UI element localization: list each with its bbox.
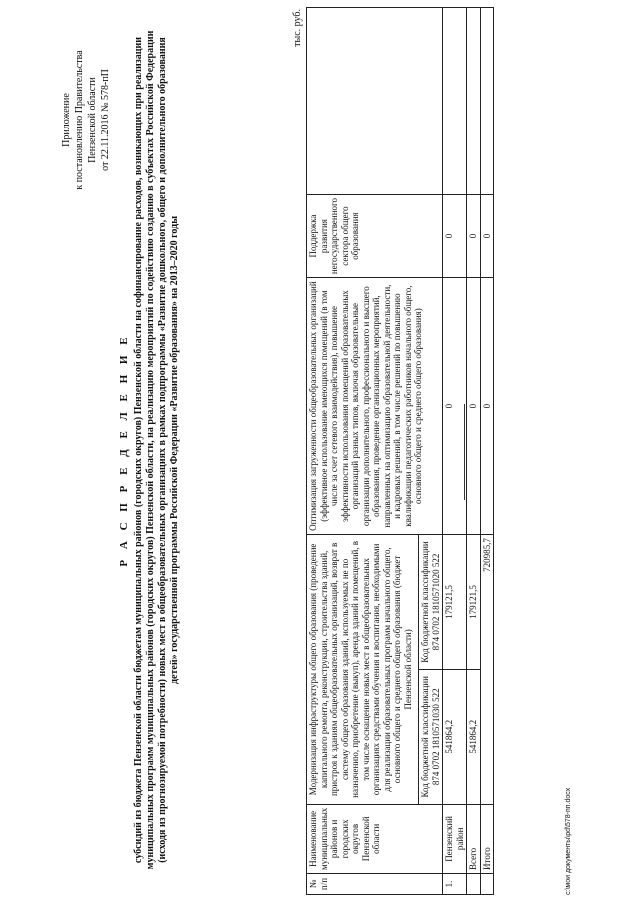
document-heading <box>118 5 181 895</box>
row-grand-total-value: 720985,7 <box>480 535 494 805</box>
header-optimization: Оптимизация загруженности общеобразовательных организаций (эффективное использование имеющихся помещений (в том числе за счет сетевого взаимодействия), повышение эффективности использования помещений образовательных организаций разных типов, включая образовательные организации дополнительного, профессионального и высшего образования, проведение организационных мероприятий, направленных на оптимизацию образовательной деятельности, и кадровых решений, в том числе решений по повышению квалификации педагогических работников начального общего, основного общего и среднего общего образования) <box>307 278 443 535</box>
distribution-table <box>306 7 494 895</box>
appendix-line: Пензенской области <box>87 77 98 163</box>
appendix-line: к постановлению Правительства <box>74 50 85 190</box>
row-number <box>480 874 494 895</box>
row-value-kbk2: 179121,5 <box>467 535 481 670</box>
row-number <box>467 874 481 895</box>
row-support: 0 <box>467 195 481 278</box>
appendix-line: от 22.11.2016 № 578-пП <box>100 69 111 171</box>
header-kbk-1: Код бюджетной классификации 874 0702 1810571030 522 <box>419 669 443 804</box>
row-value-kbk2: 179121,5 <box>443 535 467 670</box>
header-support: Поддержка развития негосударственного сектора общего образования <box>307 195 443 278</box>
header-empty <box>307 8 443 195</box>
appendix-line: Приложение <box>61 93 72 147</box>
end-line-divider <box>464 404 465 500</box>
row-grand-total-label: Итого <box>480 804 494 873</box>
row-optimization: 0 <box>480 278 494 535</box>
document-subtitle: субсидий из бюджета Пензенской области бюджетам муниципальных районов (городских округов) Пензенской области на софинансирование расходов, возникающих при реализации муниципальных программ муниципальных районов (городских округов) Пензенской области, на реализацию мероприятий по содействию созданию в субъектах Российской Федерации (исходя из прогнозируемой потребности) новых мест в общеобразовательных организациях в рамках подпрограммы «Развитие дошкольного, общего и дополнительного образования детей» государственной программы Российской Федерации «Развитие образования» на 2013–2020 годы <box>133 30 180 870</box>
appendix-block <box>60 5 112 235</box>
rotated-sheet <box>60 5 580 895</box>
row-empty <box>467 8 481 195</box>
table-row <box>480 8 494 895</box>
table-header-row <box>307 8 419 895</box>
row-support: 0 <box>480 195 494 278</box>
document-title: Р А С П Р Е Д Е Л Е Н И Е <box>118 333 130 567</box>
row-support: 0 <box>443 195 467 278</box>
file-path-footer: c:\мои документы\pd\578-пп.docx <box>565 787 572 895</box>
table-row <box>467 8 481 895</box>
row-value-kbk1: 541864,2 <box>443 669 467 804</box>
units-label: тыс. руб. <box>292 9 303 47</box>
row-number: 1. <box>443 874 467 895</box>
row-empty <box>443 8 467 195</box>
header-modernization <box>307 535 419 805</box>
header-kbk-2: Код бюджетной классификации 874 0702 1810571020 522 <box>419 535 443 670</box>
header-modernization-text: Модернизация инфраструктуры общего образования (проведение капитального ремонта, реконструкции, строительства зданий, пристроя к зданиям общеобразовательных организаций, возврат в систему общего образования зданий, используемых не по назначению, приобретение (выкуп), аренда зданий и помещений, в том числе оснащение новых мест в общеобразовательных организациях средствами обучения и воспитания, необходимыми для реализации образовательных программ начального общего, основного общего и среднего общего образования (бюджет Пензенской области) <box>308 540 413 798</box>
row-district: Пензенский район <box>443 804 467 873</box>
row-empty <box>480 8 494 195</box>
row-value-kbk1: 541864,2 <box>467 669 481 804</box>
row-optimization: 0 <box>467 278 481 535</box>
header-number: № п/п <box>307 874 443 895</box>
header-district-name: Наименование муниципальных районов и городских округов Пензенской области <box>307 804 443 873</box>
row-optimization: 0 <box>443 278 467 535</box>
table-row <box>443 8 467 895</box>
row-total-label: Всего <box>467 804 481 873</box>
